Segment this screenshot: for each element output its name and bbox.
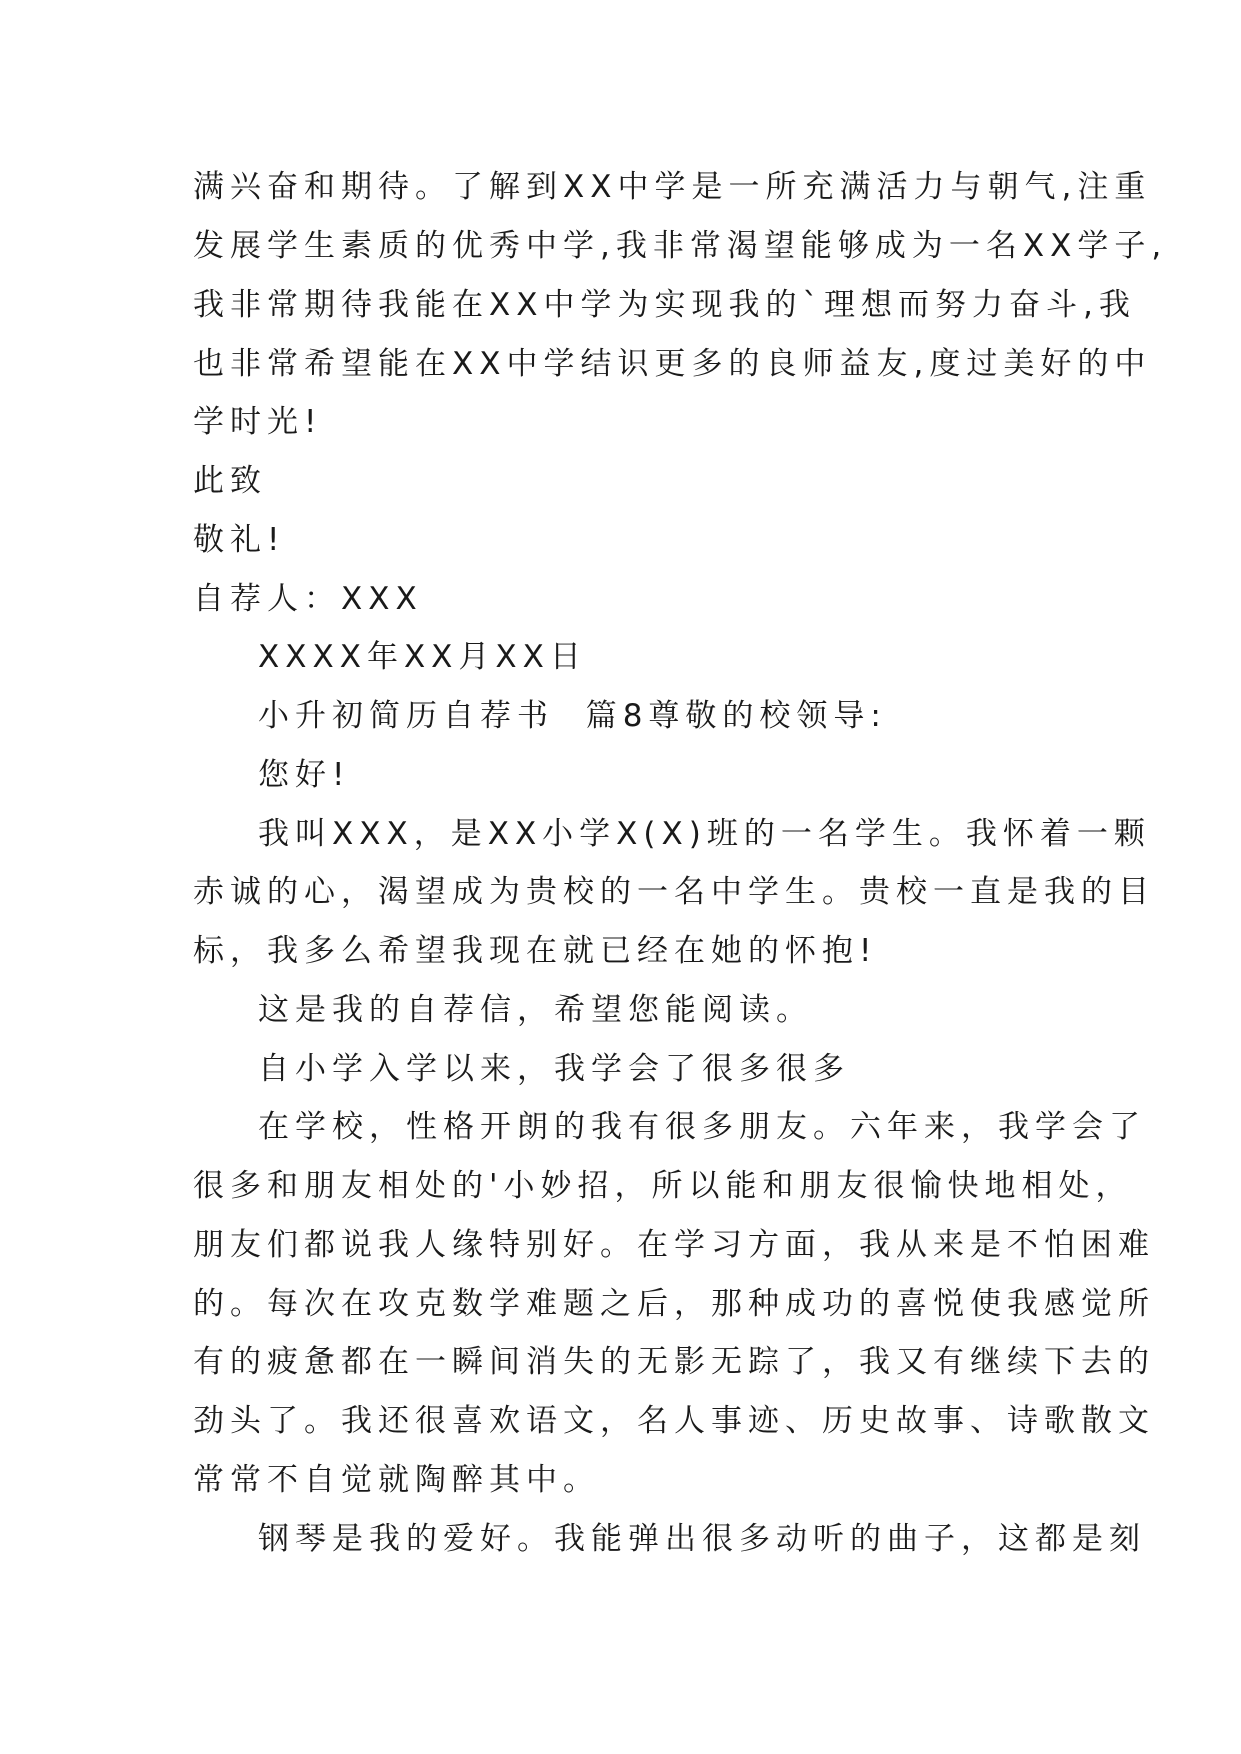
text-line: 也非常希望能在XX中学结识更多的良师益友,度过美好的中 — [193, 346, 1152, 382]
text-line: 自小学入学以来，我学会了很多很多 — [258, 1051, 850, 1087]
text-line: 小升初简历自荐书 篇8尊敬的校领导: — [258, 698, 887, 734]
text-line: 自荐人：XXX — [193, 581, 423, 617]
text-line: 此致 — [193, 463, 267, 499]
text-line: 常常不自觉就陶醉其中。 — [193, 1462, 600, 1498]
text-line: 赤诚的心，渴望成为贵校的一名中学生。贵校一直是我的目 — [193, 874, 1155, 910]
text-line: 朋友们都说我人缘特别好。在学习方面，我从来是不怕困难 — [193, 1227, 1155, 1263]
text-line: 学时光! — [193, 404, 323, 440]
text-line: 您好! — [258, 757, 351, 793]
text-line: 这是我的自荐信，希望您能阅读。 — [258, 992, 813, 1028]
text-line: 我叫XXX，是XX小学X(X)班的一名学生。我怀着一颗 — [258, 816, 1151, 852]
text-line: 我非常期待我能在XX中学为实现我的`理想而努力奋斗,我 — [193, 287, 1136, 323]
text-line: 有的疲惫都在一瞬间消失的无影无踪了，我又有继续下去的 — [193, 1344, 1155, 1380]
text-line: 满兴奋和期待。了解到XX中学是一所充满活力与朝气,注重 — [193, 169, 1152, 205]
text-line: 劲头了。我还很喜欢语文，名人事迹、历史故事、诗歌散文 — [193, 1403, 1155, 1439]
date-line: XXXX年XX月XX日 — [258, 639, 587, 675]
text-line: 很多和朋友相处的'小妙招，所以能和朋友很愉快地相处， — [193, 1168, 1133, 1204]
text-line: 敬礼! — [193, 522, 286, 558]
text-line: 标，我多么希望我现在就已经在她的怀抱! — [193, 933, 878, 969]
text-line: 钢琴是我的爱好。我能弹出很多动听的曲子，这都是刻 — [258, 1521, 1146, 1557]
text-line: 的。每次在攻克数学难题之后，那种成功的喜悦使我感觉所 — [193, 1286, 1155, 1322]
text-line: 在学校，性格开朗的我有很多朋友。六年来，我学会了 — [258, 1109, 1146, 1145]
text-line: 发展学生素质的优秀中学,我非常渴望能够成为一名XX学子, — [193, 228, 1168, 264]
